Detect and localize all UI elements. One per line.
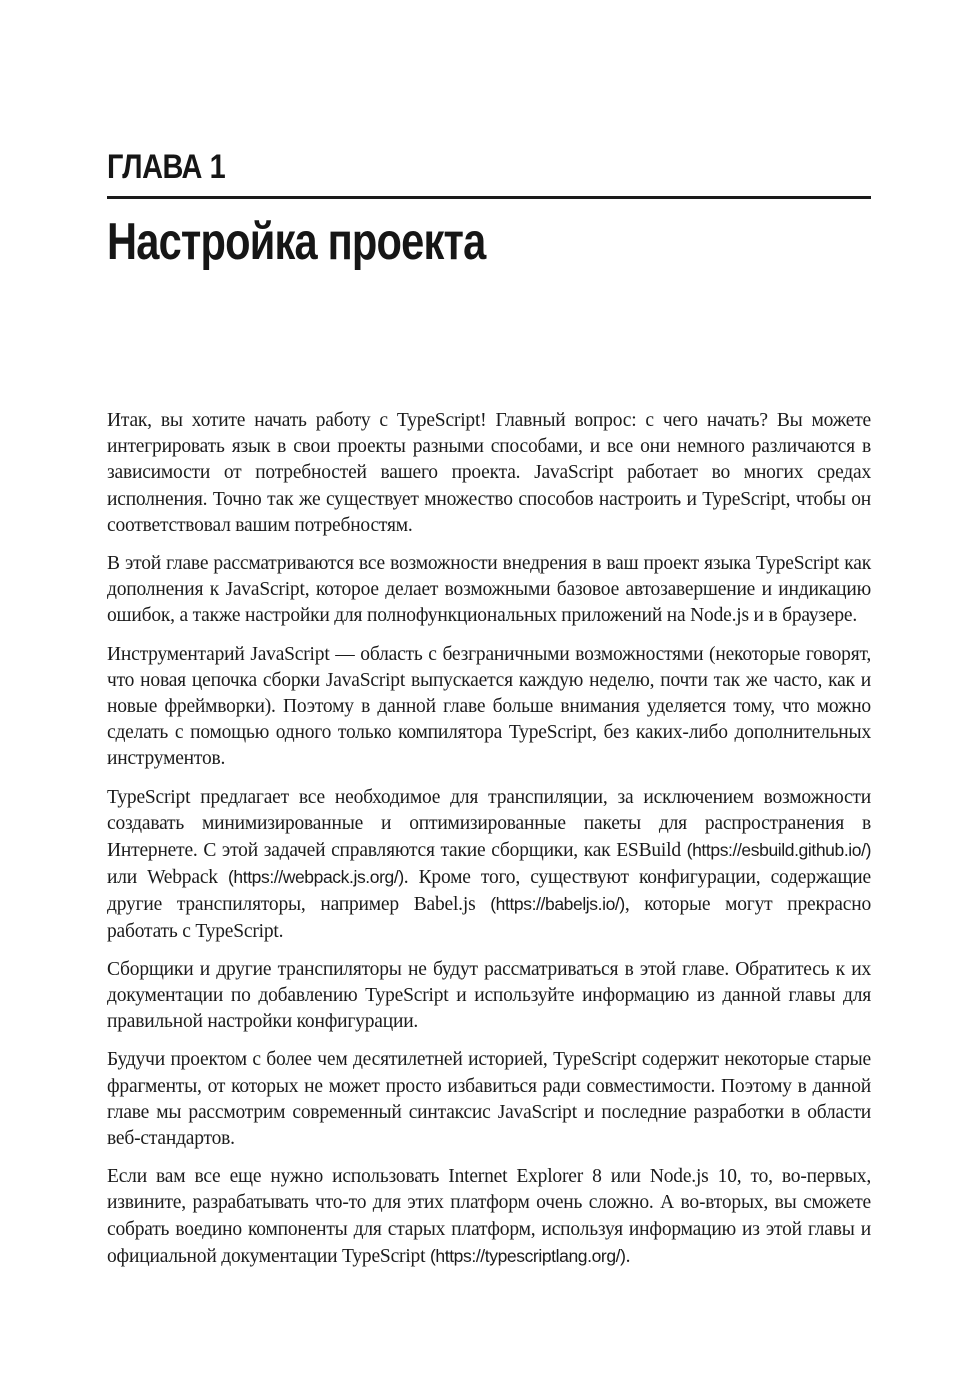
url-text: (https://esbuild.github.io/) (686, 840, 871, 861)
paragraph (107, 408, 871, 539)
text-run: или Webpack (107, 867, 228, 889)
text-run: В этой главе рассматриваются все возможности внедрения в ваш проект языка TypeScript как дополнения к JavaScript, которое делает возможными базовое автозавершение и индикацию ошибок, а также настройки для полнофункциональных приложений на Node.js и в браузере. (107, 553, 871, 627)
chapter-label: ГЛАВА 1 (107, 148, 226, 186)
url-text: (https://typescriptlang.org/) (430, 1245, 626, 1266)
chapter-rule (107, 196, 871, 199)
paragraph (107, 551, 871, 630)
paragraph (107, 642, 871, 773)
chapter-title: Настройка проекта (107, 213, 486, 271)
text-run: Итак, вы хотите начать работу с TypeScript! Главный вопрос: с чего начать? Вы можете интегрировать язык в свои проекты разными способами, и все они немного различаются в зависимости от потребностей вашего проекта. JavaScript работает во многих средах исполнения. Точно так же существует множество способов настроить и TypeScript, чтобы он соответствовал вашим потребностям. (107, 410, 871, 536)
chapter-body (107, 408, 871, 1270)
chapter-header (107, 148, 871, 271)
text-run: Инструментарий JavaScript — область с безграничными возможностями (некоторые говорят, что новая цепочка сборки JavaScript выпускается каждую неделю, почти так же часто, как и новые фреймворки). Поэтому в данной главе больше внимания уделяется тому, что можно сделать с помощью одного только компилятора TypeScript, без каких-либо дополнительных инструментов. (107, 643, 871, 770)
paragraph (107, 957, 871, 1036)
text-run: Сборщики и другие транспиляторы не будут рассматриваться в этой главе. Обратитесь к их документации по добавлению TypeScript и используйте информацию из данной главы для правильной настройки конфигурации. (107, 958, 871, 1033)
text-run: . Кроме того, существуют конфигурации, содержащие другие транспиляторы, например Babel.js (107, 867, 871, 916)
paragraph (107, 785, 871, 945)
text-run: . (625, 1245, 631, 1267)
url-text: (https://babeljs.io/) (490, 894, 625, 915)
text-run: Если вам все еще нужно использовать Internet Explorer 8 или Node.js 10, то, во-первых, извините, разрабатывать что-то для этих платформ очень сложно. А во-вторых, вы сможете собрать воедино компоненты для старых платформ, используя информацию из этой главы и официальной документации TypeScript (107, 1166, 871, 1267)
text-run: , которые могут прекрасно работать с TypeScript. (107, 894, 872, 942)
paragraph (107, 1047, 871, 1152)
paragraph (107, 1164, 871, 1270)
text-run: TypeScript предлагает все необходимое для транспиляции, за исключением возможности создавать минимизированные и оптимизированные пакеты для распространения в Интернете. С этой задачей справляются такие сборщики, как ESBuild (107, 786, 871, 862)
url-text: (https://webpack.js.org/) (227, 867, 404, 888)
text-run: Будучи проектом с более чем десятилетней историей, TypeScript содержит некоторые старые фрагменты, от которых не может просто избавиться ради совместимости. Поэтому в данной главе мы рассмотрим современный синтаксис JavaScript и последние разработки в области веб-стандартов. (107, 1049, 871, 1150)
